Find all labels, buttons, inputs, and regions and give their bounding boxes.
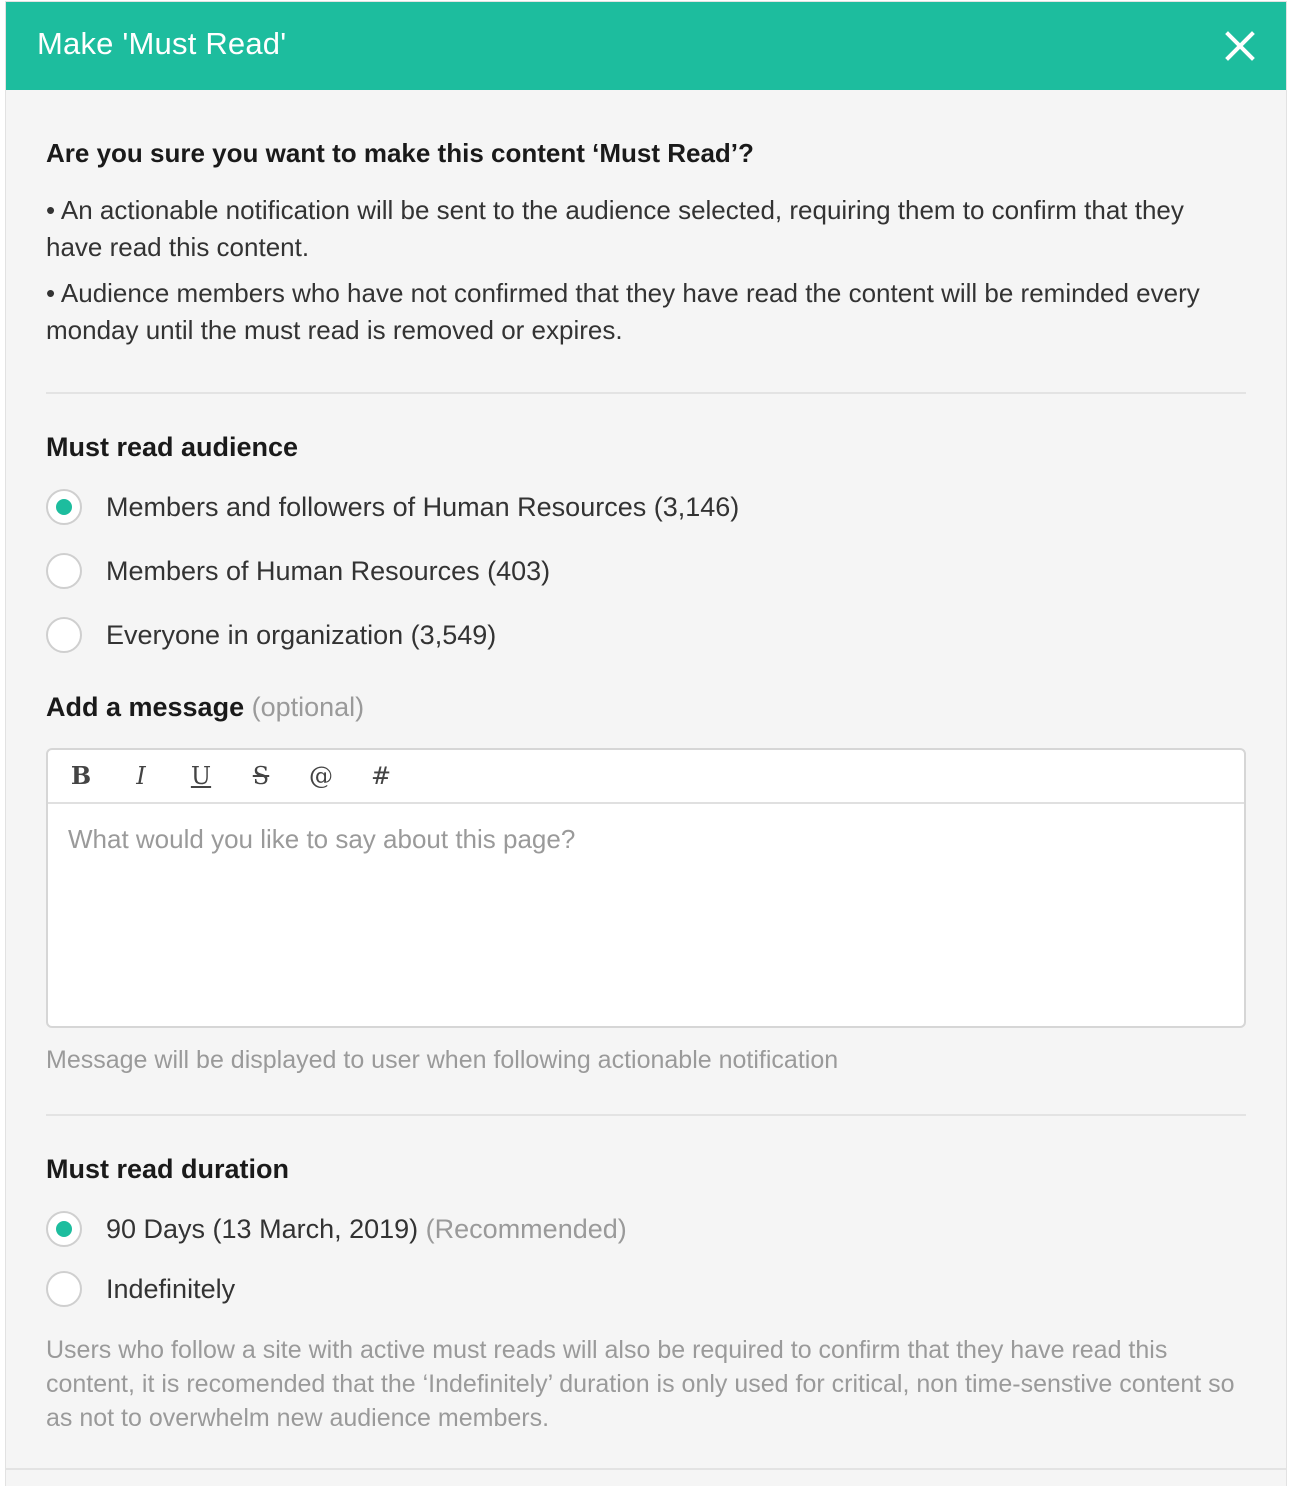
message-editor — [46, 748, 1246, 1028]
recommended-label: (Recommended) — [425, 1213, 627, 1244]
info-bullet: • Audience members who have not confirmed that they have read the content will be reminded every monday until the must read is removed or expires. — [46, 278, 1200, 345]
dialog-header — [6, 2, 1286, 90]
message-input[interactable] — [48, 804, 1244, 1026]
radio-button[interactable] — [46, 1211, 82, 1247]
optional-label: (optional) — [251, 692, 365, 722]
radio-label — [106, 1214, 627, 1245]
duration-label: 90 Days (13 March, 2019) — [106, 1213, 419, 1244]
radio-label: Everyone in organization (3,549) — [106, 619, 497, 650]
radio-button[interactable] — [46, 1271, 82, 1307]
message-title-text: Add a message — [46, 692, 245, 722]
must-read-dialog — [6, 2, 1286, 1486]
audience-option-everyone[interactable] — [46, 615, 496, 655]
radio-button[interactable] — [46, 489, 82, 525]
duration-option-90-days[interactable] — [46, 1209, 627, 1249]
message-helper-text: Message will be displayed to user when following actionable notification — [46, 1046, 839, 1074]
editor-toolbar — [48, 750, 1244, 804]
underline-button[interactable]: U — [190, 762, 212, 790]
section-divider — [46, 392, 1246, 394]
dialog-title: Make 'Must Read' — [37, 26, 287, 61]
mention-button[interactable]: @ — [309, 762, 333, 790]
audience-option-members-followers[interactable] — [46, 487, 739, 527]
radio-button[interactable] — [46, 553, 82, 589]
radio-label: Members of Human Resources (403) — [106, 555, 551, 586]
audience-section-title: Must read audience — [46, 432, 299, 462]
info-bullet: • An actionable notification will be sent to the audience selected, requiring them to confirm that they have read this content. — [46, 195, 1184, 262]
duration-section-title: Must read duration — [46, 1154, 290, 1184]
close-icon — [1222, 28, 1258, 64]
confirmation-question: Are you sure you want to make this content ‘Must Read’? — [46, 138, 754, 168]
footer-divider — [6, 1468, 1286, 1470]
hashtag-button[interactable]: # — [370, 762, 392, 790]
close-button[interactable] — [1222, 28, 1258, 64]
radio-label: Indefinitely — [106, 1273, 236, 1304]
radio-button[interactable] — [46, 617, 82, 653]
bold-button[interactable]: B — [70, 761, 92, 790]
radio-label: Members and followers of Human Resources (3,146) — [106, 491, 740, 522]
section-divider — [46, 1114, 1246, 1116]
duration-footnote: Users who follow a site with active must reads will also be required to confirm that they have read this content, it is recomended that the ‘Indefinitely’ duration is only used for critical, non time-senstive content so as not to overwhelm new audience members. — [46, 1336, 1235, 1432]
message-section-title — [46, 692, 364, 723]
italic-button[interactable]: I — [136, 762, 146, 790]
duration-option-indefinitely[interactable] — [46, 1269, 235, 1309]
audience-option-members[interactable] — [46, 551, 550, 591]
strikethrough-button[interactable]: S — [252, 762, 270, 790]
